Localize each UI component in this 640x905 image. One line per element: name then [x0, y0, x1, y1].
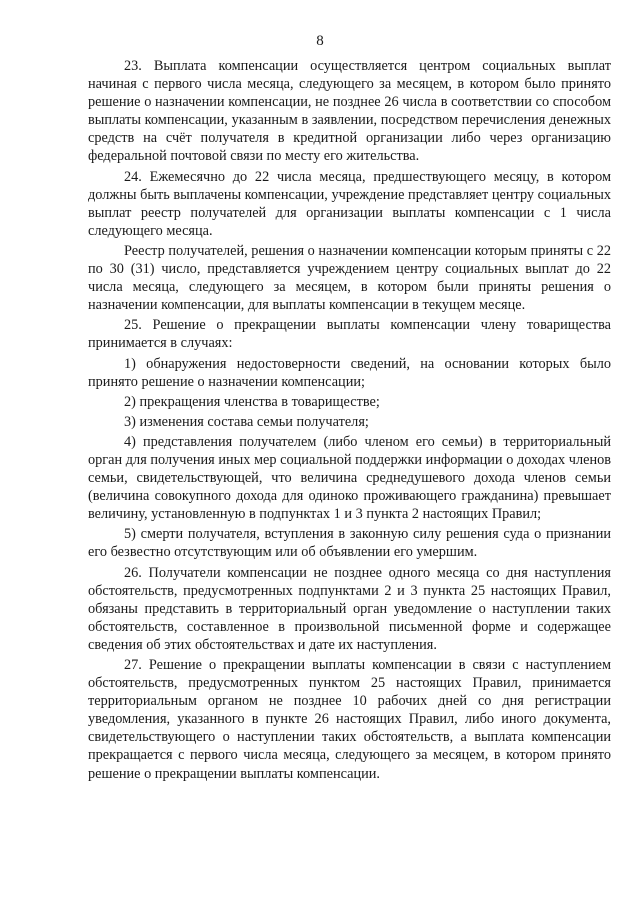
list-item-25-5: 5) смерти получателя, вступления в законную силу решения суда о признании его безвестно отсутствующим или об объявлении его умершим. [88, 526, 611, 561]
list-item-25-2: 2) прекращения членства в товариществе; [124, 393, 380, 410]
paragraph-27: 27. Решение о прекращении выплаты компенсации в связи с наступлением обстоятельств, предусмотренных пунктом 25 настоящих Правил, принимается территориальным органом не позднее 10 рабочих дней со дня регистрации уведомления, указанного в пункте 26 настоящих Правил, либо иного документа, свидетельствующего о наступлении таких обстоятельств, а выплата компенсации прекращается с первого числа месяца, следующего за месяцем, в котором принято решение о прекращении выплаты компенсации. [88, 657, 611, 782]
list-item-25-1: 1) обнаружения недостоверности сведений, на основании которых было принято решение о назначении компенсации; [88, 355, 611, 390]
page-number: 8 [316, 33, 324, 49]
paragraph-24: 24. Ежемесячно до 22 числа месяца, предшествующего месяцу, в котором должны быть выплачены компенсации, учреждение представляет центру социальных выплат реестр получателей для организации выплаты компенсации с 1 числа следующего месяца. [88, 168, 611, 239]
paragraph-23: 23. Выплата компенсации осуществляется центром социальных выплат начиная с первого числа месяца, следующего за месяцем, в котором было принято решение о назначении компенсации, не позднее 26 числа в соответствии со способом выплаты компенсации, указанным в заявлении, посредством перечисления денежных средств на счёт получателя в кредитной организации либо через организацию федеральной почтовой связи по месту его жительства. [88, 58, 611, 165]
paragraph-26: 26. Получатели компенсации не позднее одного месяца со дня наступления обстоятельств, предусмотренных подпунктами 2 и 3 пункта 25 настоящих Правил, обязаны представить в территориальный орган уведомление о наступлении таких обстоятельств, составленное в произвольной письменной форме и содержащее сведения об этих обстоятельствах и дате их наступления. [88, 564, 611, 653]
list-item-25-3: 3) изменения состава семьи получателя; [124, 413, 369, 430]
paragraph-25: 25. Решение о прекращении выплаты компенсации члену товарищества принимается в случаях: [88, 317, 611, 352]
paragraph-24-registry: Реестр получателей, решения о назначении компенсации которым приняты с 22 по 30 (31) число, представляется учреждением центру социальных выплат до 22 числа месяца, следующего за месяцем, в котором были приняты решения о назначении компенсации, для выплаты компенсации в текущем месяце. [88, 242, 611, 314]
document-body [88, 57, 611, 783]
list-item-25-4: 4) представления получателем (либо членом его семьи) в территориальный орган для получения иных мер социальной поддержки информации о доходах членов семьи, свидетельствующей, что величина среднедушевого дохода членов семьи (величина совокупного дохода для одиноко проживающего гражданина) превышает величину, установленную в подпунктах 1 и 3 пункта 2 настоящих Правил; [88, 433, 611, 523]
